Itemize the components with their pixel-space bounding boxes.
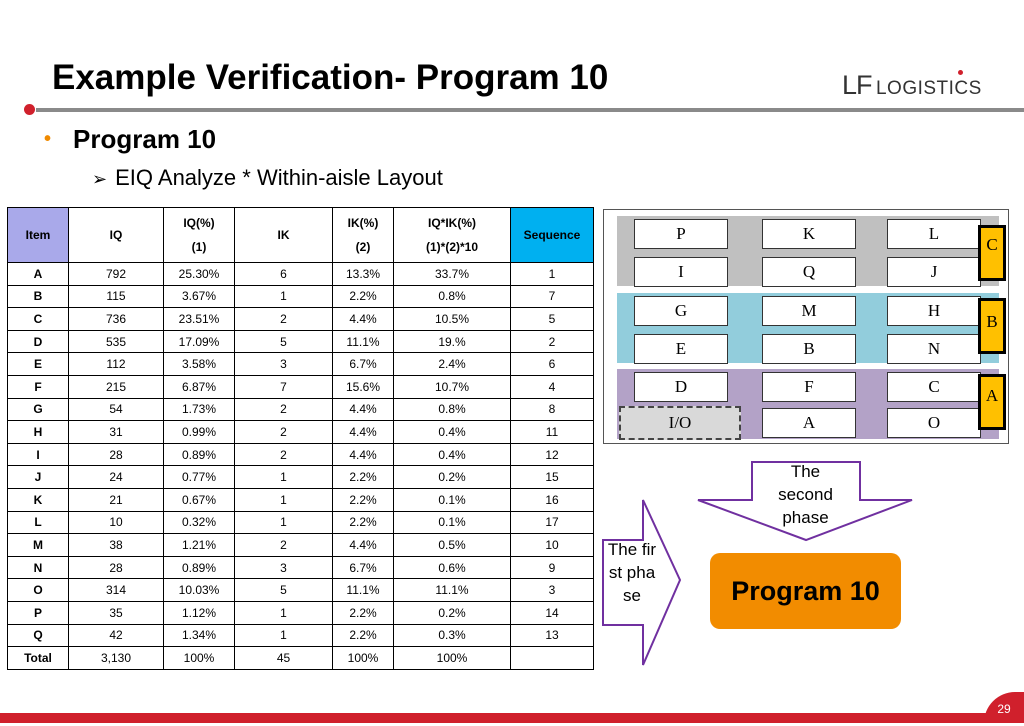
slot-f: F (762, 372, 856, 402)
table-cell: 7 (235, 375, 333, 398)
item-cell: J (8, 466, 69, 489)
table-cell: 1 (235, 488, 333, 511)
table-cell: 19.% (394, 330, 511, 353)
table-cell: 2 (235, 534, 333, 557)
table-cell: 314 (69, 579, 164, 602)
table-cell: 4.4% (333, 398, 394, 421)
table-cell: 16 (511, 488, 594, 511)
second-phase-label: The second phase (778, 462, 833, 527)
first-phase-label: The first phase (607, 540, 657, 605)
table-cell: 3.58% (164, 353, 235, 376)
table-cell: 0.89% (164, 556, 235, 579)
slot-q: Q (762, 257, 856, 287)
table-cell: 6.7% (333, 353, 394, 376)
slot-g: G (634, 296, 728, 326)
table-cell: 115 (69, 285, 164, 308)
table-cell: 54 (69, 398, 164, 421)
table-cell: 11 (511, 421, 594, 444)
header-line: IK(%) (347, 216, 379, 230)
item-cell: C (8, 308, 69, 331)
item-cell: O (8, 579, 69, 602)
table-cell: 1.34% (164, 624, 235, 647)
header-line: (1)*(2)*10 (425, 240, 479, 254)
table-cell: 0.1% (394, 488, 511, 511)
table-cell: 0.89% (164, 443, 235, 466)
table-cell: 0.4% (394, 421, 511, 444)
table-cell: 2.2% (333, 624, 394, 647)
slot-p: P (634, 219, 728, 249)
table-cell: 4.4% (333, 534, 394, 557)
slot-h: H (887, 296, 981, 326)
table-cell: 10 (511, 534, 594, 557)
item-cell: K (8, 488, 69, 511)
table-cell: 2.2% (333, 601, 394, 624)
table-cell: 0.6% (394, 556, 511, 579)
table-cell: 0.5% (394, 534, 511, 557)
header-line: (1) (191, 240, 207, 254)
bullet-level1-text: Program 10 (73, 124, 217, 154)
table-cell: 2 (235, 421, 333, 444)
table-cell: 10.5% (394, 308, 511, 331)
table-cell: 14 (511, 601, 594, 624)
table-cell: 11.1% (333, 579, 394, 602)
table-cell: 0.32% (164, 511, 235, 534)
arrow-bullet-icon: ➢ (92, 169, 108, 189)
table-cell: 42 (69, 624, 164, 647)
table-cell: 24 (69, 466, 164, 489)
header-line: (2) (355, 240, 371, 254)
table-cell: 10 (69, 511, 164, 534)
table-cell: 17 (511, 511, 594, 534)
table-cell: 3,130 (69, 647, 164, 670)
logo-logistics: LOGISTICS (875, 78, 982, 99)
table-cell: 23.51% (164, 308, 235, 331)
table-cell: 10.03% (164, 579, 235, 602)
table-cell: 535 (69, 330, 164, 353)
slot-o: O (887, 408, 981, 438)
page-number: 29 (984, 692, 1024, 723)
table-cell: 0.2% (394, 466, 511, 489)
item-cell: I (8, 443, 69, 466)
table-cell: 2.2% (333, 511, 394, 534)
slot-i: I (634, 257, 728, 287)
slot-l: L (887, 219, 981, 249)
table-cell: 1.21% (164, 534, 235, 557)
table-cell: 35 (69, 601, 164, 624)
table-cell: 5 (235, 579, 333, 602)
table-cell: 0.2% (394, 601, 511, 624)
table-cell: 2 (235, 308, 333, 331)
slot-a: A (762, 408, 856, 438)
slot-c: C (887, 372, 981, 402)
table-cell: 21 (69, 488, 164, 511)
item-cell: F (8, 375, 69, 398)
table-cell: 31 (69, 421, 164, 444)
table-cell: 1.73% (164, 398, 235, 421)
table-cell: 1 (511, 263, 594, 286)
table-cell: 2 (511, 330, 594, 353)
slot-j: J (887, 257, 981, 287)
table-cell: 4 (511, 375, 594, 398)
slot-m: M (762, 296, 856, 326)
table-cell: 0.3% (394, 624, 511, 647)
logo-lf: LF (842, 70, 872, 100)
header-line: IQ*IK(%) (428, 216, 476, 230)
table-cell: 25.30% (164, 263, 235, 286)
table-cell: 0.77% (164, 466, 235, 489)
zone-tag-a: A (978, 374, 1006, 430)
io-point: I/O (619, 406, 741, 440)
table-cell: 6 (235, 263, 333, 286)
table-cell: 8 (511, 398, 594, 421)
table-cell: 1 (235, 624, 333, 647)
table-cell: 12 (511, 443, 594, 466)
table-cell: 0.4% (394, 443, 511, 466)
item-cell: Q (8, 624, 69, 647)
table-cell: 4.4% (333, 308, 394, 331)
table-cell: 7 (511, 285, 594, 308)
table-cell: 0.8% (394, 285, 511, 308)
col-header-item: Item (8, 208, 69, 263)
table-cell: 6 (511, 353, 594, 376)
item-cell: B (8, 285, 69, 308)
table-cell: 3 (235, 353, 333, 376)
table-cell: 6.7% (333, 556, 394, 579)
item-cell: L (8, 511, 69, 534)
program-10-box: Program 10 (710, 553, 901, 629)
zone-tag-c: C (978, 225, 1006, 281)
slide-title: Example Verification- Program 10 (52, 58, 609, 97)
table-cell: 28 (69, 556, 164, 579)
table-cell: 1 (235, 285, 333, 308)
table-cell: 1.12% (164, 601, 235, 624)
table-cell: 6.87% (164, 375, 235, 398)
zone-tag-b: B (978, 298, 1006, 354)
slot-b: B (762, 334, 856, 364)
table-cell: 17.09% (164, 330, 235, 353)
table-cell: 2 (235, 398, 333, 421)
table-cell: 3.67% (164, 285, 235, 308)
table-cell: 15 (511, 466, 594, 489)
slot-e: E (634, 334, 728, 364)
col-header-sequence: Sequence (511, 208, 594, 263)
item-cell: P (8, 601, 69, 624)
table-cell: 15.6% (333, 375, 394, 398)
table-cell: 33.7% (394, 263, 511, 286)
slot-k: K (762, 219, 856, 249)
table-cell: 11.1% (333, 330, 394, 353)
table-cell: 1 (235, 511, 333, 534)
table-cell: 2 (235, 443, 333, 466)
table-cell: 100% (394, 647, 511, 670)
item-cell: G (8, 398, 69, 421)
table-cell: 2.2% (333, 466, 394, 489)
table-cell: 0.8% (394, 398, 511, 421)
table-cell: 2.4% (394, 353, 511, 376)
table-cell: 1 (235, 466, 333, 489)
col-header-ik: IK (235, 208, 333, 263)
table-cell: 215 (69, 375, 164, 398)
table-cell: 736 (69, 308, 164, 331)
col-header-iq: IQ (69, 208, 164, 263)
table-cell: 38 (69, 534, 164, 557)
item-cell: H (8, 421, 69, 444)
table-cell: 13.3% (333, 263, 394, 286)
table-cell: 2.2% (333, 488, 394, 511)
table-cell: 13 (511, 624, 594, 647)
table-cell: 3 (235, 556, 333, 579)
slot-d: D (634, 372, 728, 402)
table-cell: 100% (164, 647, 235, 670)
table-cell: 9 (511, 556, 594, 579)
table-cell: 28 (69, 443, 164, 466)
item-cell: N (8, 556, 69, 579)
item-cell: D (8, 330, 69, 353)
table-cell: 2.2% (333, 285, 394, 308)
table-cell: 112 (69, 353, 164, 376)
bullet-level2-text: EIQ Analyze * Within-aisle Layout (115, 165, 443, 190)
table-cell: 5 (235, 330, 333, 353)
table-cell: 4.4% (333, 443, 394, 466)
item-cell: A (8, 263, 69, 286)
item-cell: M (8, 534, 69, 557)
table-cell: 45 (235, 647, 333, 670)
table-cell: 0.67% (164, 488, 235, 511)
bullet-dot-icon: • (44, 128, 52, 150)
table-cell: 10.7% (394, 375, 511, 398)
table-cell: 5 (511, 308, 594, 331)
slot-n: N (887, 334, 981, 364)
footer-bar (0, 713, 1024, 723)
table-cell: 792 (69, 263, 164, 286)
table-cell: 100% (333, 647, 394, 670)
item-cell: E (8, 353, 69, 376)
table-cell: 11.1% (394, 579, 511, 602)
table-cell: 3 (511, 579, 594, 602)
table-cell: 0.1% (394, 511, 511, 534)
table-cell: 4.4% (333, 421, 394, 444)
table-cell: Total (8, 647, 69, 670)
table-cell: 0.99% (164, 421, 235, 444)
table-cell: 1 (235, 601, 333, 624)
header-line: IQ(%) (183, 216, 215, 230)
